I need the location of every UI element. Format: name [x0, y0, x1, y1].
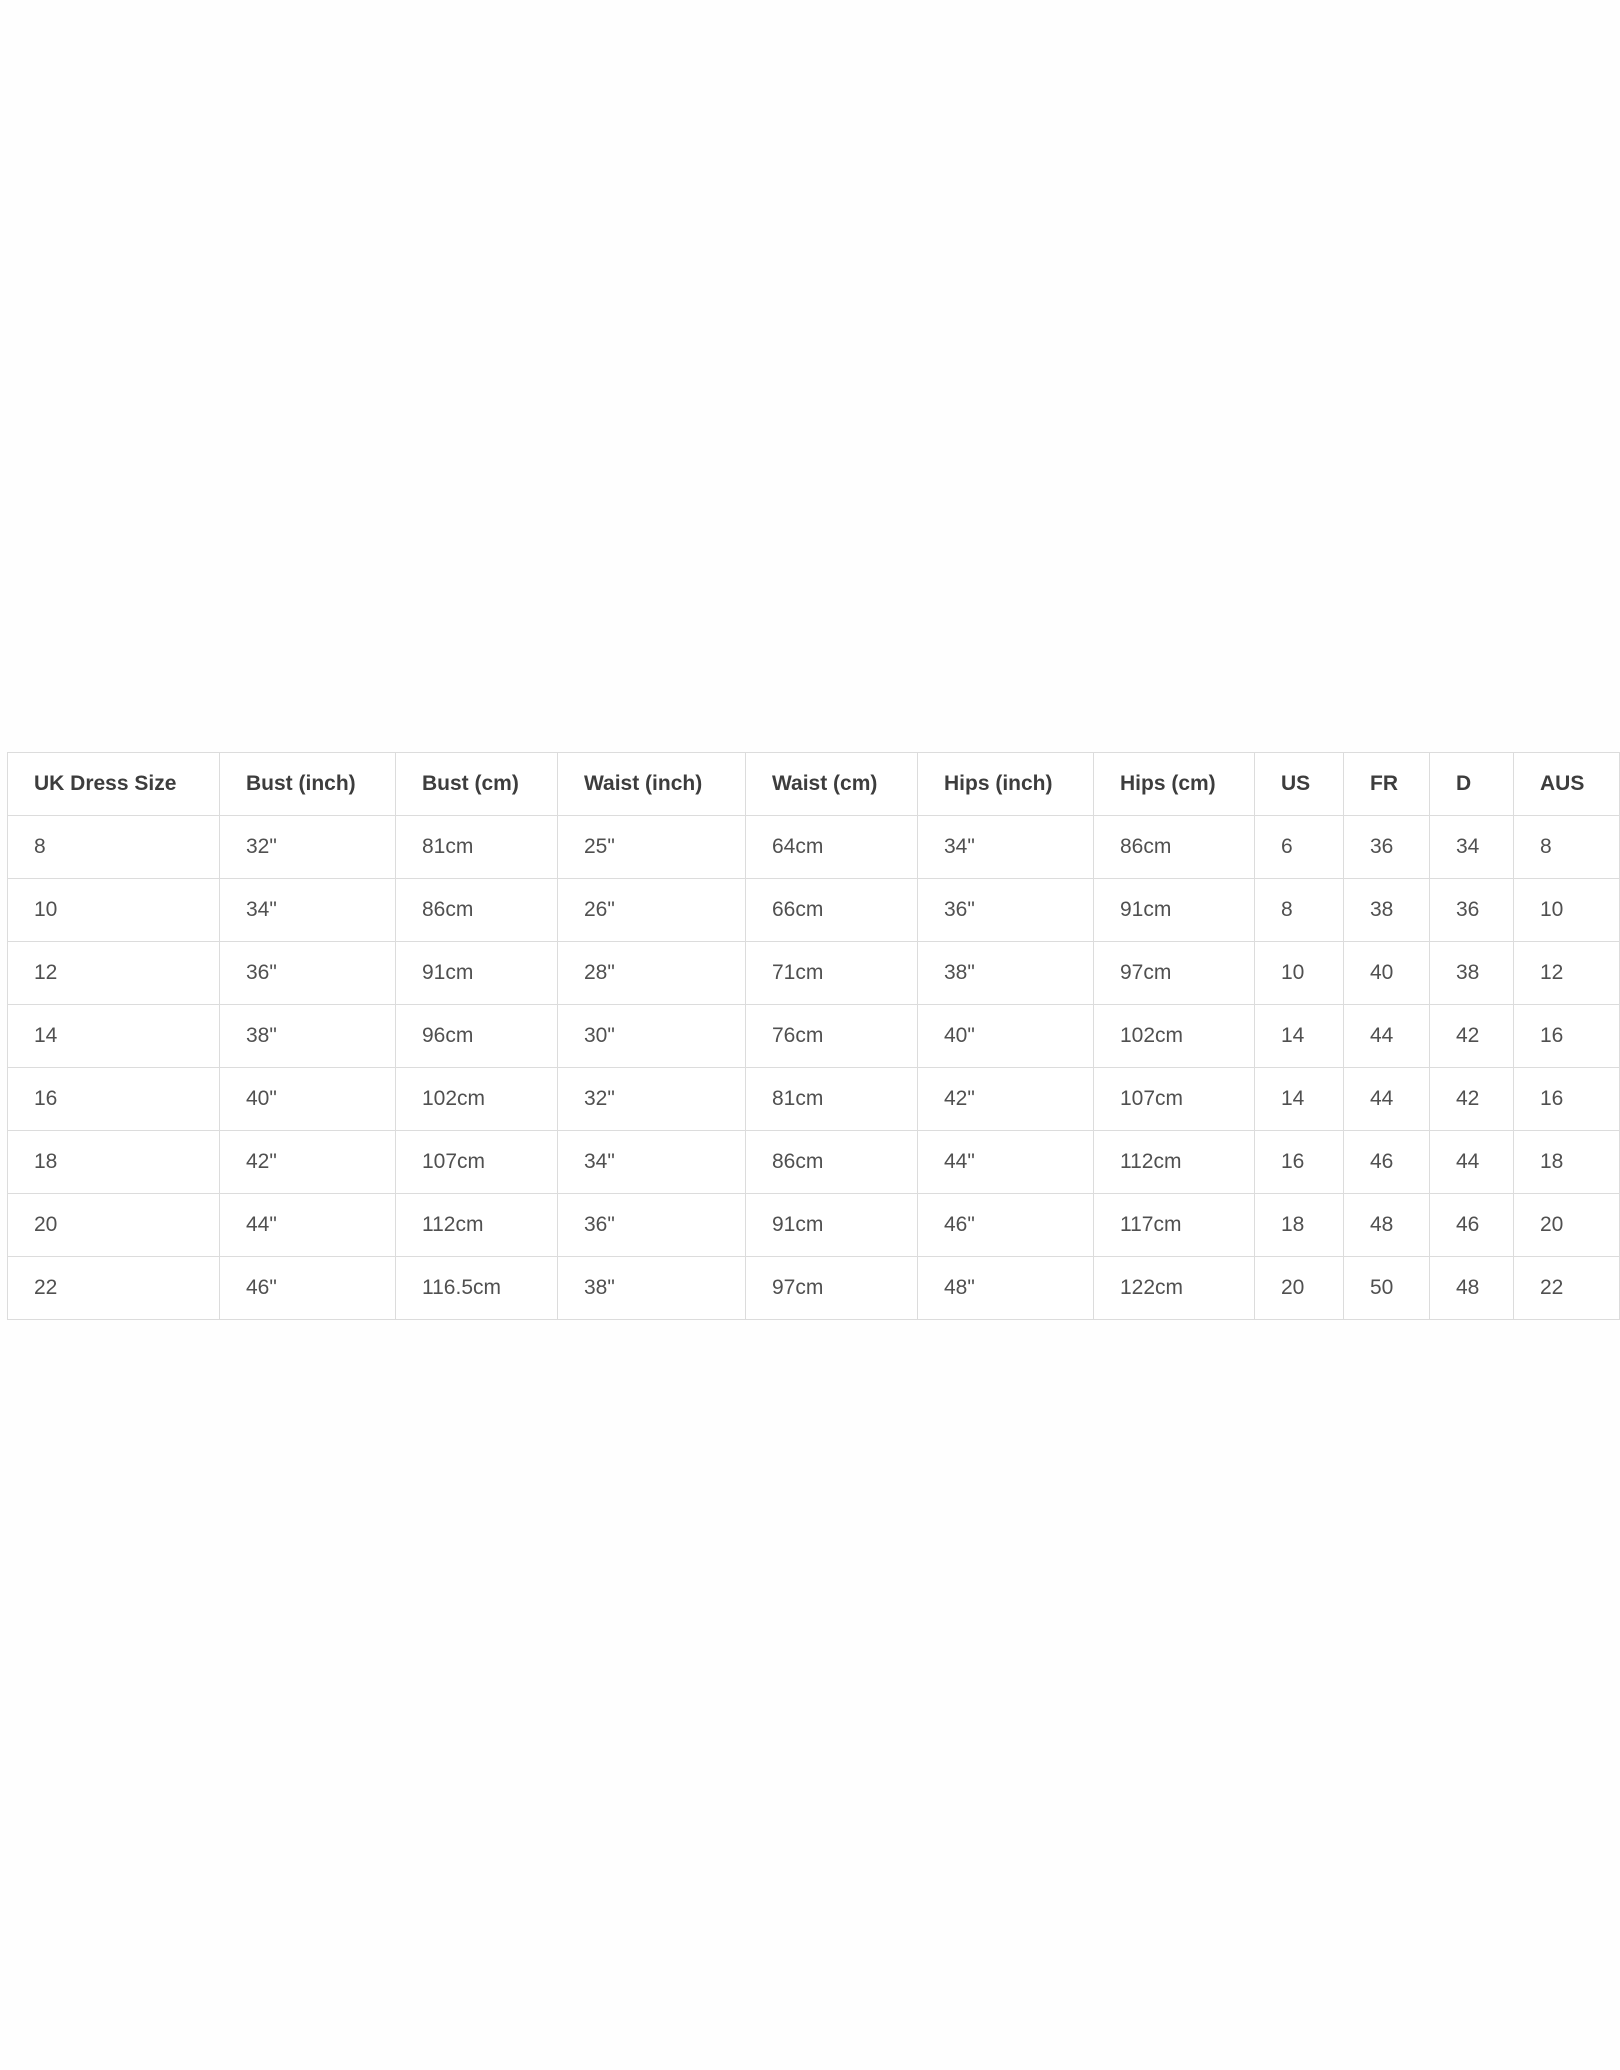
table-cell: 28": [558, 942, 746, 1005]
table-row: [8, 1005, 1620, 1068]
table-cell: 46": [918, 1194, 1094, 1257]
table-cell: 91cm: [746, 1194, 918, 1257]
table-cell: 8: [1514, 816, 1620, 879]
table-cell: 40": [918, 1005, 1094, 1068]
column-header-d: D: [1430, 753, 1514, 816]
table-cell: 26": [558, 879, 746, 942]
table-cell: 86cm: [396, 879, 558, 942]
table-cell: 44": [918, 1131, 1094, 1194]
table-row: [8, 1257, 1620, 1320]
table-cell: 38": [558, 1257, 746, 1320]
table-cell: 6: [1255, 816, 1344, 879]
table-cell: 46: [1430, 1194, 1514, 1257]
table-cell: 42: [1430, 1005, 1514, 1068]
table-cell: 32": [558, 1068, 746, 1131]
table-cell: 10: [1514, 879, 1620, 942]
table-row: [8, 879, 1620, 942]
table-cell: 38": [918, 942, 1094, 1005]
table-cell: 91cm: [396, 942, 558, 1005]
table-header-row: [8, 753, 1620, 816]
table-cell: 8: [8, 816, 220, 879]
table-cell: 44: [1344, 1068, 1430, 1131]
table-cell: 76cm: [746, 1005, 918, 1068]
column-header-hips-inch: Hips (inch): [918, 753, 1094, 816]
table-cell: 12: [1514, 942, 1620, 1005]
table-row: [8, 816, 1620, 879]
table-cell: 42": [220, 1131, 396, 1194]
table-cell: 36": [918, 879, 1094, 942]
table-cell: 16: [1514, 1068, 1620, 1131]
column-header-bust-cm: Bust (cm): [396, 753, 558, 816]
table-row: [8, 1194, 1620, 1257]
table-cell: 14: [1255, 1068, 1344, 1131]
table-cell: 122cm: [1094, 1257, 1255, 1320]
table-cell: 102cm: [1094, 1005, 1255, 1068]
table-cell: 97cm: [746, 1257, 918, 1320]
column-header-uk-dress-size: UK Dress Size: [8, 753, 220, 816]
table-row: [8, 1068, 1620, 1131]
table-cell: 36: [1344, 816, 1430, 879]
table-cell: 18: [8, 1131, 220, 1194]
column-header-us: US: [1255, 753, 1344, 816]
table-cell: 48: [1430, 1257, 1514, 1320]
table-cell: 34": [918, 816, 1094, 879]
table-cell: 20: [1514, 1194, 1620, 1257]
table-cell: 38: [1430, 942, 1514, 1005]
table-cell: 14: [8, 1005, 220, 1068]
table-cell: 30": [558, 1005, 746, 1068]
table-cell: 14: [1255, 1005, 1344, 1068]
table-cell: 40": [220, 1068, 396, 1131]
table-cell: 32": [220, 816, 396, 879]
table-cell: 50: [1344, 1257, 1430, 1320]
table-cell: 34": [220, 879, 396, 942]
table-cell: 38: [1344, 879, 1430, 942]
table-cell: 86cm: [746, 1131, 918, 1194]
table-cell: 16: [8, 1068, 220, 1131]
table-cell: 86cm: [1094, 816, 1255, 879]
table-cell: 48: [1344, 1194, 1430, 1257]
table-cell: 116.5cm: [396, 1257, 558, 1320]
table-cell: 46": [220, 1257, 396, 1320]
table-cell: 34: [1430, 816, 1514, 879]
table-cell: 42: [1430, 1068, 1514, 1131]
table-cell: 44: [1344, 1005, 1430, 1068]
table-cell: 66cm: [746, 879, 918, 942]
table-cell: 36": [220, 942, 396, 1005]
table-cell: 36: [1430, 879, 1514, 942]
table-cell: 34": [558, 1131, 746, 1194]
column-header-fr: FR: [1344, 753, 1430, 816]
column-header-hips-cm: Hips (cm): [1094, 753, 1255, 816]
table-row: [8, 1131, 1620, 1194]
table-cell: 107cm: [396, 1131, 558, 1194]
table-cell: 16: [1514, 1005, 1620, 1068]
table-cell: 20: [1255, 1257, 1344, 1320]
table-cell: 25": [558, 816, 746, 879]
table-cell: 8: [1255, 879, 1344, 942]
column-header-aus: AUS: [1514, 753, 1620, 816]
table-cell: 38": [220, 1005, 396, 1068]
table-cell: 96cm: [396, 1005, 558, 1068]
table-cell: 22: [1514, 1257, 1620, 1320]
size-chart: [7, 752, 1619, 1320]
table-cell: 91cm: [1094, 879, 1255, 942]
table-cell: 48": [918, 1257, 1094, 1320]
table-cell: 22: [8, 1257, 220, 1320]
table-cell: 71cm: [746, 942, 918, 1005]
column-header-bust-inch: Bust (inch): [220, 753, 396, 816]
table-cell: 107cm: [1094, 1068, 1255, 1131]
table-cell: 44": [220, 1194, 396, 1257]
table-cell: 10: [8, 879, 220, 942]
table-cell: 112cm: [1094, 1131, 1255, 1194]
table-cell: 117cm: [1094, 1194, 1255, 1257]
table-cell: 16: [1255, 1131, 1344, 1194]
table-cell: 36": [558, 1194, 746, 1257]
column-header-waist-inch: Waist (inch): [558, 753, 746, 816]
table-cell: 18: [1514, 1131, 1620, 1194]
table-cell: 46: [1344, 1131, 1430, 1194]
table-cell: 20: [8, 1194, 220, 1257]
table-cell: 42": [918, 1068, 1094, 1131]
table-cell: 44: [1430, 1131, 1514, 1194]
table-cell: 64cm: [746, 816, 918, 879]
table-row: [8, 942, 1620, 1005]
table-cell: 102cm: [396, 1068, 558, 1131]
table-cell: 97cm: [1094, 942, 1255, 1005]
table-cell: 112cm: [396, 1194, 558, 1257]
table-body: [8, 816, 1620, 1320]
table-cell: 40: [1344, 942, 1430, 1005]
table-cell: 81cm: [396, 816, 558, 879]
table-cell: 81cm: [746, 1068, 918, 1131]
column-header-waist-cm: Waist (cm): [746, 753, 918, 816]
size-chart-table: [7, 752, 1620, 1320]
table-cell: 10: [1255, 942, 1344, 1005]
table-cell: 18: [1255, 1194, 1344, 1257]
table-cell: 12: [8, 942, 220, 1005]
